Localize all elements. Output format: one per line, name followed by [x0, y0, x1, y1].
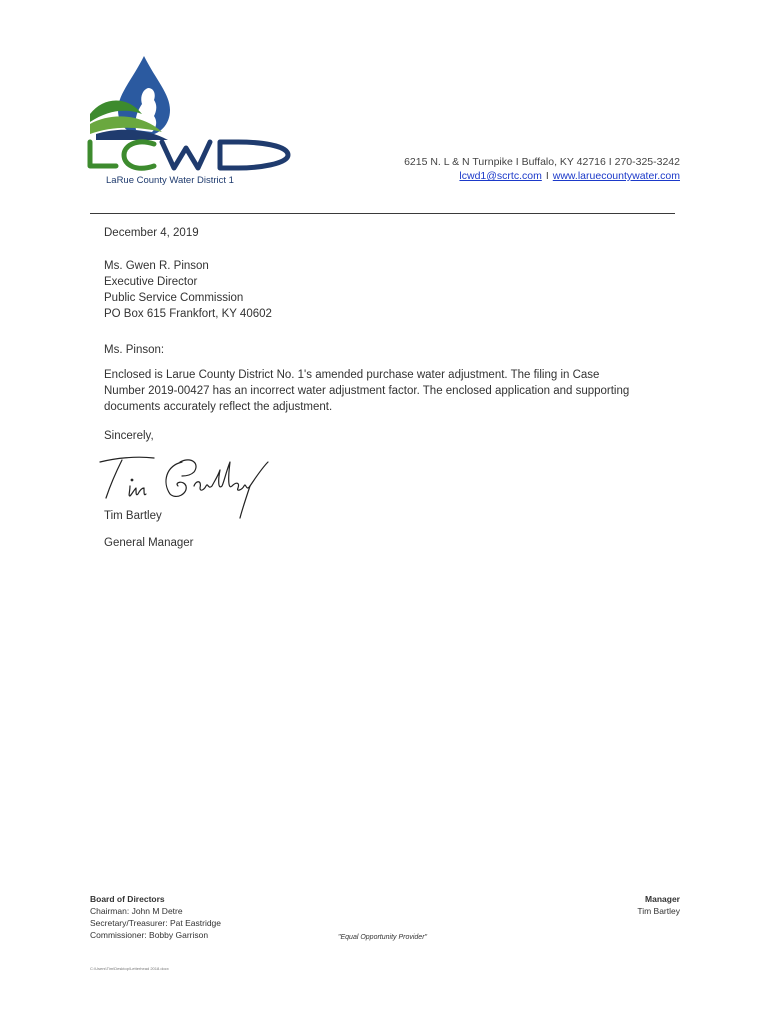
header-divider — [90, 213, 675, 214]
body-line: Enclosed is Larue County District No. 1's amended purchase water adjustment. The filing in Case — [104, 369, 600, 381]
body-line: documents accurately reflect the adjustment. — [104, 401, 333, 413]
separator: I — [545, 170, 549, 182]
closing: Sincerely, — [104, 430, 154, 442]
equal-opportunity-note: "Equal Opportunity Provider" — [338, 934, 428, 941]
contact-links — [390, 170, 680, 182]
manager-name: Tim Bartley — [637, 906, 680, 916]
manager-block — [600, 893, 680, 917]
body-line: Number 2019-00427 has an incorrect water adjustment factor. The enclosed application and supporting — [104, 385, 630, 397]
org-address: 6215 N. L & N Turnpike I Buffalo, KY 42716 I 270-325-3242 — [404, 156, 680, 168]
file-path: C:\Users\Tim\Desktop\Letterhead 2018.docx — [90, 966, 169, 971]
signer-name: Tim Bartley — [104, 510, 162, 522]
email-link[interactable]: lcwd1@scrtc.com — [459, 170, 542, 182]
letter-date: December 4, 2019 — [104, 227, 199, 239]
logo-org-name: LaRue County Water District 1 — [106, 175, 234, 186]
recipient-org: Public Service Commission — [104, 292, 244, 304]
manager-heading: Manager — [645, 894, 680, 904]
handwritten-signature — [96, 442, 276, 522]
logo-wordmark — [90, 142, 288, 168]
recipient-address: PO Box 615 Frankfort, KY 40602 — [104, 308, 272, 320]
board-member: Secretary/Treasurer: Pat Eastridge — [90, 918, 222, 928]
recipient-title: Executive Director — [104, 276, 198, 288]
salutation: Ms. Pinson: — [104, 344, 165, 356]
lcwd-logo — [82, 52, 302, 192]
signer-title: General Manager — [104, 537, 194, 549]
board-heading: Board of Directors — [90, 894, 165, 904]
board-member: Chairman: John M Detre — [90, 906, 183, 916]
website-link[interactable]: www.laruecountywater.com — [552, 170, 680, 182]
board-member: Commissioner: Bobby Garrison — [90, 930, 209, 940]
board-of-directors — [90, 893, 221, 941]
recipient-name: Ms. Gwen R. Pinson — [104, 260, 209, 272]
